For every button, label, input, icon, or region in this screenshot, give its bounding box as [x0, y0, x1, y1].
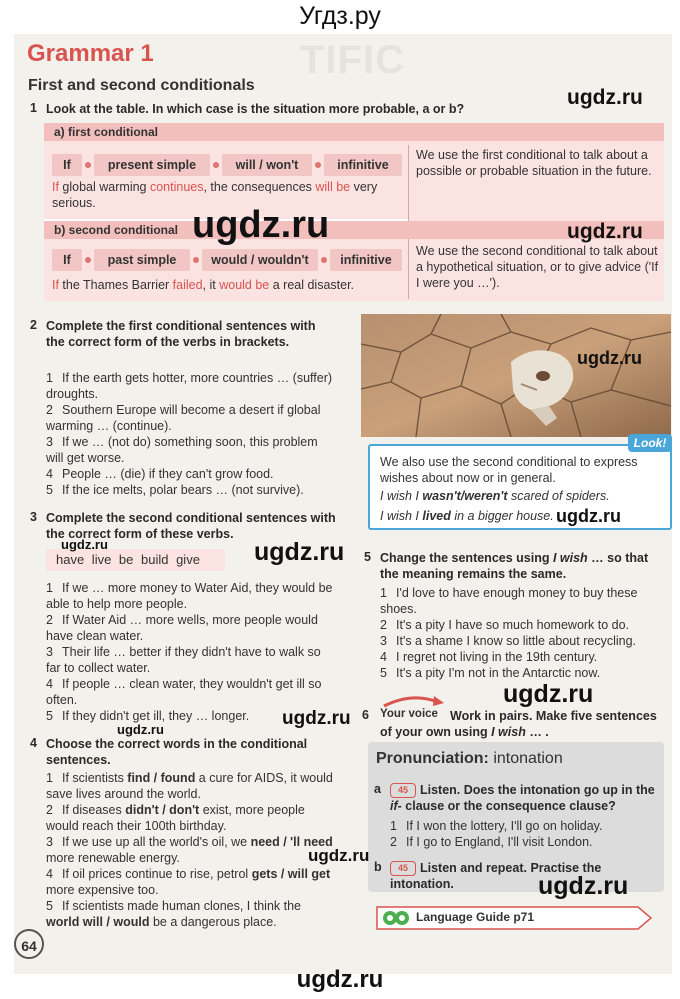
- pill-connector: [213, 162, 219, 168]
- exercise-1-number: 1: [30, 101, 37, 115]
- exercise-5-list: [380, 585, 666, 681]
- watermark: ugdz.ru: [61, 537, 108, 552]
- pill-connector: [193, 257, 199, 263]
- list-item: 3 It's a shame I know so little about recycling.: [380, 634, 636, 648]
- pill-connector: [85, 162, 91, 168]
- exercise-6-instruction: Work in pairs. Make five sentences of your own using I wish … .: [380, 709, 657, 739]
- watermark: ugdz.ru: [567, 86, 643, 109]
- look-example-2: I wish I lived in a bigger house.: [380, 509, 554, 523]
- exercise-3-number: 3: [30, 510, 37, 524]
- exercise-2-instruction: Complete the first conditional sentences with the correct form of the verbs in brackets.: [46, 319, 316, 349]
- pill-connector: [321, 257, 327, 263]
- list-item: 2 It's a pity I have so much homework to do.: [380, 618, 630, 632]
- cracked-earth-photo: [361, 314, 671, 437]
- list-item: 1 If I won the lottery, I'll go on holiday.: [390, 819, 603, 833]
- pill-connector: [85, 257, 91, 263]
- look-box: [368, 444, 672, 530]
- exercise-3-instruction: Complete the second conditional sentences with the correct form of these verbs.: [46, 511, 336, 541]
- look-example-1: I wish I wasn't/weren't scared of spiders.: [380, 489, 610, 503]
- pill-modal: would / wouldn't: [202, 249, 318, 271]
- conditionals-table: [44, 123, 664, 301]
- your-voice-label: Your voice: [380, 708, 438, 720]
- site-header-watermark: Угдз.ру: [299, 2, 381, 30]
- exercise-5-instruction: Change the sentences using I wish … so that the meaning remains the same.: [380, 551, 649, 581]
- list-item: 1 I'd love to have enough money to buy these shoes.: [380, 586, 638, 616]
- exercise-1-instruction: Look at the table. In which case is the situation more probable, a or b?: [46, 102, 465, 116]
- first-conditional-note: We use the first conditional to talk about a possible or probable situation in the future.: [416, 148, 652, 178]
- watermark: ugdz.ru: [192, 204, 330, 246]
- language-guide-link[interactable]: [376, 906, 652, 930]
- list-item: 2 Southern Europe will become a desert if global warming … (continue).: [46, 403, 321, 433]
- pill-infinitive: infinitive: [330, 249, 402, 271]
- background-letters: TIFIC: [300, 38, 405, 82]
- list-item: 1 If we … more money to Water Aid, they would be able to help more people.: [46, 581, 333, 611]
- watermark: ugdz.ru: [117, 722, 164, 737]
- list-item: 2 If I go to England, I'll visit London.: [390, 835, 593, 849]
- first-conditional-example: If global warming continues, the consequences will be very serious.: [52, 180, 378, 210]
- watermark: ugdz.ru: [577, 348, 642, 368]
- pill-if: If: [52, 249, 82, 271]
- page-number: 64: [14, 929, 44, 959]
- table-head-second-conditional: b) second conditional: [44, 221, 664, 239]
- page-subtitle: First and second conditionals: [28, 77, 255, 94]
- quote-icon: [382, 909, 410, 927]
- list-item: 4 If people … clean water, they wouldn't get ill so often.: [46, 677, 322, 707]
- watermark: ugdz.ru: [503, 680, 594, 708]
- guide-label: Language Guide p71: [416, 910, 535, 924]
- watermark: ugdz.ru: [282, 708, 351, 729]
- site-footer-watermark: ugdz.ru: [296, 966, 384, 993]
- table-head-first-conditional: a) first conditional: [44, 123, 664, 141]
- exercise-2-list: [46, 370, 336, 498]
- list-item: 5 If the ice melts, polar bears … (not survive).: [46, 483, 304, 497]
- list-item: 5 It's a pity I'm not in the Antarctic now.: [380, 666, 601, 680]
- exercise-4-list: [46, 770, 336, 930]
- watermark: ugdz.ru: [538, 872, 629, 900]
- list-item: 2 If Water Aid … more wells, more people would have clean water.: [46, 613, 318, 643]
- pronunciation-a-label: a: [374, 782, 381, 796]
- list-item: 3 If we … (not do) something soon, this problem will get worse.: [46, 435, 318, 465]
- list-item: 5 If they didn't get ill, they … longer.: [46, 709, 250, 723]
- look-text: We also use the second conditional to express wishes about now or in general.: [380, 455, 638, 485]
- exercise-4-number: 4: [30, 736, 37, 750]
- pill-if: If: [52, 154, 82, 176]
- watermark: ugdz.ru: [567, 220, 643, 243]
- pronunciation-b-instruction: 45 Listen and repeat. Practise the intonation.: [390, 861, 602, 891]
- pill-infinitive: infinitive: [324, 154, 402, 176]
- watermark: ugdz.ru: [556, 506, 621, 526]
- list-item: 1 If the earth gets hotter, more countries … (suffer) droughts.: [46, 371, 333, 401]
- pronunciation-title: Pronunciation: intonation: [376, 750, 563, 767]
- pill-tense: past simple: [94, 249, 190, 271]
- pill-connector: [315, 162, 321, 168]
- exercise-3-list: [46, 580, 336, 724]
- pronunciation-box: [368, 742, 664, 892]
- list-item: 3 If we use up all the world's oil, we need / 'll need more renewable energy.: [46, 835, 333, 865]
- list-item: 4 If oil prices continue to rise, petrol gets / will get more expensive too.: [46, 867, 331, 897]
- pronunciation-b-label: b: [374, 860, 382, 874]
- list-item: 5 If scientists made human clones, I think the world will / would be a dangerous place.: [46, 899, 302, 929]
- list-item: 1 If scientists find / found a cure for AIDS, it would save lives around the world.: [46, 771, 333, 801]
- watermark: ugdz.ru: [254, 538, 345, 566]
- audio-track-icon[interactable]: 45: [390, 783, 416, 798]
- page-title: Grammar 1: [27, 40, 154, 67]
- your-voice-arrow-icon: [382, 694, 446, 708]
- watermark: ugdz.ru: [308, 846, 370, 865]
- list-item: 2 If diseases didn't / don't exist, more people would reach their 100th birthday.: [46, 803, 305, 833]
- second-conditional-example: If the Thames Barrier failed, it would be a real disaster.: [52, 278, 355, 292]
- pill-modal: will / won't: [222, 154, 312, 176]
- verb-word-box: have live be build give: [46, 549, 225, 571]
- list-item: 4 People … (die) if they can't grow food.: [46, 467, 274, 481]
- cracked-earth-image: [361, 314, 671, 437]
- list-item: 4 I regret not living in the 19th century.: [380, 650, 598, 664]
- second-conditional-note: We use the second conditional to talk about a hypothetical situation, or to give advice ('If I were you …').: [416, 244, 659, 290]
- look-badge: Look!: [628, 434, 672, 452]
- exercise-2-number: 2: [30, 318, 37, 332]
- exercise-5-number: 5: [364, 550, 371, 564]
- pronunciation-a-instruction: 45 Listen. Does the intonation go up in the if- clause or the consequence clause?: [390, 783, 655, 813]
- audio-track-icon[interactable]: 45: [390, 861, 416, 876]
- exercise-4-instruction: Choose the correct words in the conditional sentences.: [46, 737, 308, 767]
- pill-tense: present simple: [94, 154, 210, 176]
- exercise-6-number: 6: [362, 708, 369, 722]
- list-item: 3 Their life … better if they didn't have to walk so far to collect water.: [46, 645, 321, 675]
